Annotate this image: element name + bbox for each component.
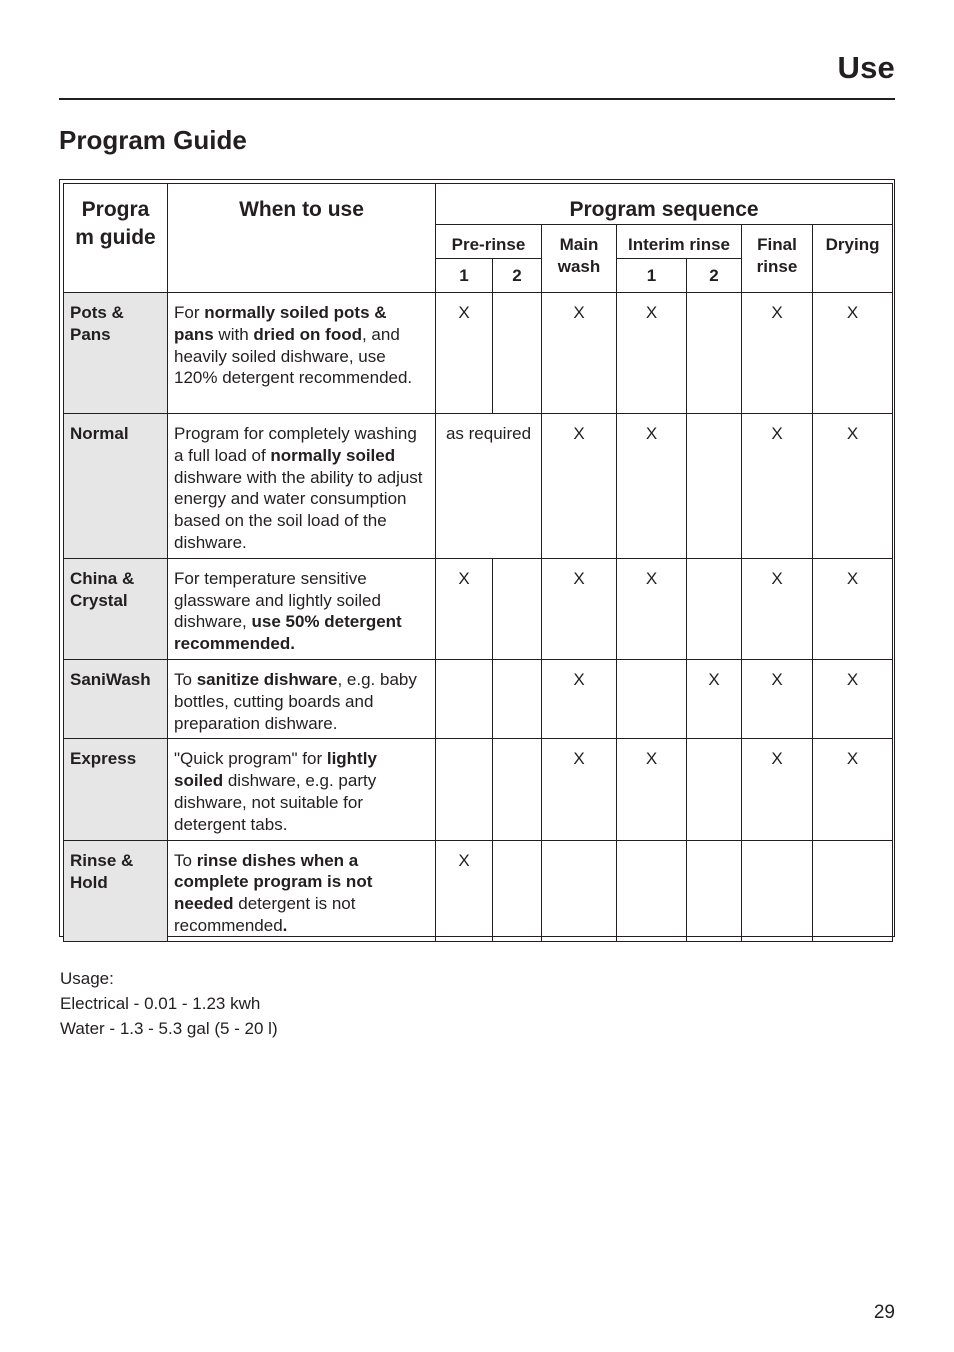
usage-water: Water - 1.3 - 5.3 gal (5 - 20 l) xyxy=(60,1019,278,1038)
program-description xyxy=(168,293,436,414)
usage-electrical: Electrical - 0.01 - 1.23 kwh xyxy=(60,994,261,1013)
header-pre-rinse: Pre-rinse xyxy=(436,225,542,259)
program-guide-table xyxy=(63,183,893,942)
description-fragment: "Quick program" for xyxy=(174,749,327,769)
table-row xyxy=(64,558,893,659)
table-row xyxy=(64,414,893,559)
chapter-title: Use xyxy=(837,50,895,85)
description-fragment: dishware with the ability to adjust energy and water consumption based on the soil load of the dishware. xyxy=(174,467,423,552)
header-when-to-use: When to use xyxy=(168,184,436,293)
step-mark: X xyxy=(813,414,893,559)
program-name: Normal xyxy=(64,414,168,559)
header-pre-rinse-1: 1 xyxy=(436,259,493,293)
step-mark: X xyxy=(542,659,617,738)
step-mark: X xyxy=(742,739,813,840)
step-mark: X xyxy=(542,739,617,840)
usage-info xyxy=(60,966,278,1041)
step-mark xyxy=(742,840,813,941)
step-mark: X xyxy=(813,293,893,414)
step-mark xyxy=(617,659,687,738)
program-description xyxy=(168,414,436,559)
program-name: Rinse & Hold xyxy=(64,840,168,941)
header-main-wash: Main wash xyxy=(542,225,617,293)
step-mark xyxy=(687,840,742,941)
section-title: Program Guide xyxy=(59,125,247,155)
step-mark: X xyxy=(687,659,742,738)
step-mark: X xyxy=(617,739,687,840)
description-fragment: normally soiled xyxy=(270,445,396,465)
step-mark xyxy=(493,840,542,941)
step-mark xyxy=(436,739,493,840)
description-fragment: dried on food xyxy=(253,324,362,344)
step-mark xyxy=(493,293,542,414)
step-mark: X xyxy=(542,293,617,414)
step-mark xyxy=(436,659,493,738)
description-fragment: dishware, e.g. party dishware, not suitable for detergent tabs. xyxy=(174,771,377,834)
step-mark xyxy=(687,293,742,414)
header-program-guide: Progra m guide xyxy=(64,184,168,293)
step-mark: X xyxy=(742,558,813,659)
description-fragment: rinse dishes when a complete program is not needed xyxy=(174,850,373,914)
header-drying: Drying xyxy=(813,225,893,293)
step-mark: X xyxy=(617,558,687,659)
program-description xyxy=(168,659,436,738)
table-row xyxy=(64,840,893,941)
description-fragment: sanitize dishware xyxy=(196,669,338,689)
header-program-sequence: Program sequence xyxy=(436,184,893,225)
header-pre-rinse-2: 2 xyxy=(493,259,542,293)
step-mark xyxy=(687,558,742,659)
header-final-rinse: Final rinse xyxy=(742,225,813,293)
header-rule xyxy=(59,98,895,100)
header-interim-rinse-1: 1 xyxy=(617,259,687,293)
page-number: 29 xyxy=(873,1302,895,1323)
description-fragment: , and heavily soiled dishware, use 120% detergent recommended. xyxy=(174,324,413,388)
step-mark xyxy=(493,659,542,738)
step-mark: X xyxy=(813,739,893,840)
program-description xyxy=(168,739,436,840)
step-mark xyxy=(493,739,542,840)
description-fragment: normally soiled pots & pans xyxy=(174,303,387,344)
pre-rinse-note: as required xyxy=(436,414,542,559)
step-mark: X xyxy=(617,293,687,414)
program-name: China & Crystal xyxy=(64,558,168,659)
description-fragment: . xyxy=(282,915,288,935)
description-fragment: , e.g. baby bottles, cutting boards and preparation dishware. xyxy=(174,669,417,733)
step-mark: X xyxy=(813,659,893,738)
step-mark: X xyxy=(542,414,617,559)
header-interim-rinse-2: 2 xyxy=(687,259,742,293)
step-mark xyxy=(493,558,542,659)
step-mark xyxy=(687,414,742,559)
description-fragment: To xyxy=(174,850,197,870)
step-mark: X xyxy=(813,558,893,659)
step-mark: X xyxy=(436,558,493,659)
step-mark: X xyxy=(742,659,813,738)
table-row xyxy=(64,293,893,414)
description-fragment: lightly soiled xyxy=(174,749,377,791)
step-mark: X xyxy=(436,840,493,941)
table-row xyxy=(64,659,893,738)
step-mark: X xyxy=(742,293,813,414)
description-fragment: To xyxy=(174,669,197,689)
description-fragment: For temperature sensitive glassware and lightly soiled dishware, xyxy=(174,568,381,632)
step-mark: X xyxy=(542,558,617,659)
program-description xyxy=(168,840,436,941)
step-mark xyxy=(687,739,742,840)
step-mark: X xyxy=(436,293,493,414)
program-description xyxy=(168,558,436,659)
step-mark xyxy=(542,840,617,941)
program-name: SaniWash xyxy=(64,659,168,738)
description-fragment: For xyxy=(174,303,205,322)
usage-label: Usage: xyxy=(60,969,114,988)
program-name: Pots & Pans xyxy=(64,293,168,414)
step-mark: X xyxy=(742,414,813,559)
step-mark xyxy=(617,840,687,941)
table-row xyxy=(64,739,893,840)
description-fragment: with xyxy=(213,324,254,344)
description-fragment: Program for completely washing a full load of xyxy=(174,424,417,465)
description-fragment: use 50% detergent recommended. xyxy=(174,612,402,654)
description-fragment: detergent is not recommended xyxy=(174,894,356,935)
step-mark xyxy=(813,840,893,941)
program-name: Express xyxy=(64,739,168,840)
header-interim-rinse: Interim rinse xyxy=(617,225,742,259)
step-mark: X xyxy=(617,414,687,559)
